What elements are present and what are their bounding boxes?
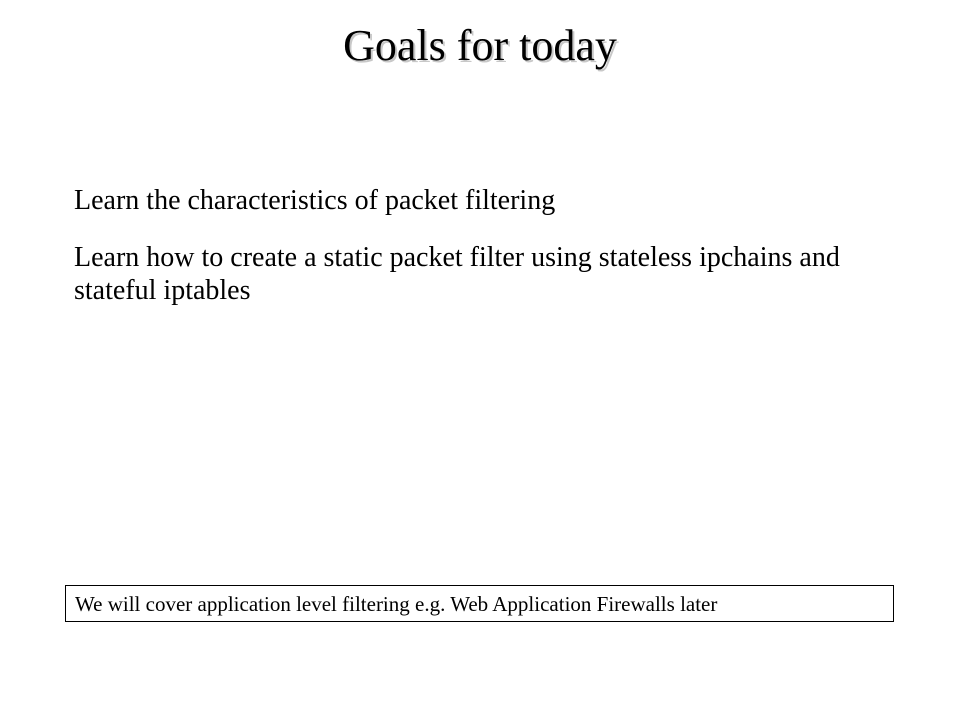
- goal-item-static-filter: Learn how to create a static packet filter using stateless ipchains and stateful iptables: [74, 242, 840, 306]
- note-box: We will cover application level filtering e.g. Web Application Firewalls later: [65, 585, 894, 622]
- slide-title: Goals for today: [343, 21, 617, 70]
- goals-list: [74, 184, 854, 331]
- goal-item-characteristics: Learn the characteristics of packet filtering: [74, 185, 556, 216]
